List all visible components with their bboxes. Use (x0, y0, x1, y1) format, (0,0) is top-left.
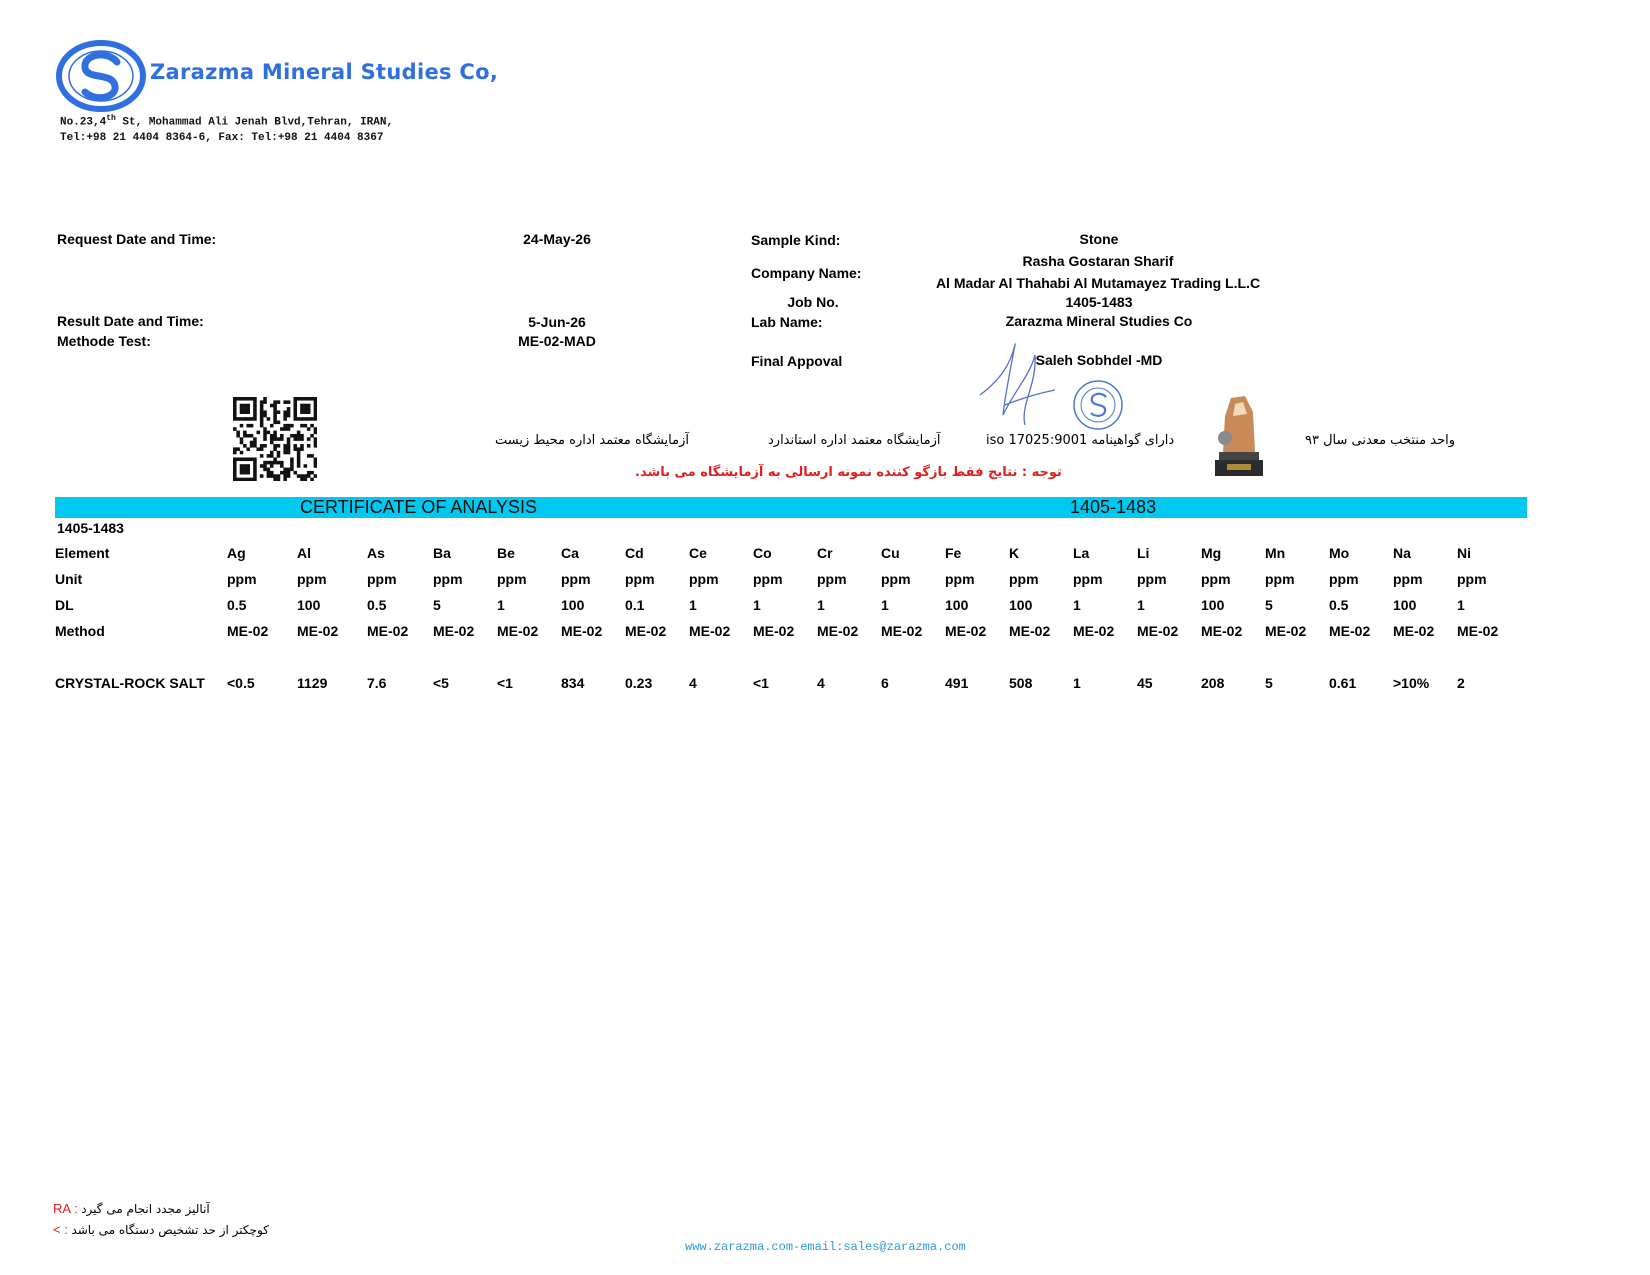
dl-row-cell: 5 (433, 597, 441, 613)
unit-row-cell: ppm (1137, 571, 1167, 587)
method-row-cell: ME-02 (1393, 623, 1435, 639)
sample-value-cell: 508 (1009, 675, 1033, 691)
element-row-cell: K (1009, 545, 1020, 561)
method-row-cell: ME-02 (497, 623, 539, 639)
element-row-cell: As (367, 545, 385, 561)
certificate-banner (55, 497, 1527, 518)
method-row-cell: ME-02 (1457, 623, 1499, 639)
sample-value-cell: 1 (1073, 675, 1081, 691)
dl-row-cell: 1 (1073, 597, 1081, 613)
sample-value-cell: 2 (1457, 675, 1465, 691)
sample-value-cell: 7.6 (367, 675, 387, 691)
address-line-2: Tel:+98 21 4404 8364-6, Fax: Tel:+98 21 4404 8367 (60, 132, 384, 144)
unit-row-cell: ppm (1009, 571, 1039, 587)
method-row-cell: ME-02 (1329, 623, 1371, 639)
results-job-ref: 1405-1483 (57, 520, 124, 536)
unit-row-cell: ppm (881, 571, 911, 587)
dl-row-cell: 0.5 (367, 597, 387, 613)
method-row-cell: ME-02 (433, 623, 475, 639)
dl-row-cell: 100 (561, 597, 585, 613)
job-no-value: 1405-1483 (1065, 294, 1133, 310)
request-date-label: Request Date and Time: (57, 231, 217, 247)
legend-less-than (53, 1222, 269, 1237)
standard-accreditation-text: آزمایشگاه معتمد اداره استاندارد (768, 433, 941, 448)
element-row-cell: Na (1393, 545, 1411, 561)
method-row-cell: ME-02 (689, 623, 731, 639)
company-name-value-2: Al Madar Al Thahabi Al Mutamayez Trading L.L.C (935, 275, 1261, 291)
sample-value-cell: >10% (1393, 675, 1430, 691)
unit-row-cell: ppm (1393, 571, 1423, 587)
dl-row-cell: 100 (945, 597, 969, 613)
sample-value-cell: <1 (753, 675, 769, 691)
dl-row-cell: 5 (1265, 597, 1273, 613)
sample-kind-value: Stone (1079, 231, 1119, 247)
method-row-cell: ME-02 (881, 623, 923, 639)
sample-value-cell: 208 (1201, 675, 1225, 691)
element-row-label: Element (55, 545, 110, 561)
sample-value-cell: 45 (1137, 675, 1153, 691)
dl-row (55, 592, 1517, 618)
method-row-cell: ME-02 (817, 623, 859, 639)
element-row-cell: Cu (881, 545, 900, 561)
company-name: Zarazma Mineral Studies Co, (150, 60, 499, 84)
dl-row-cell: 0.5 (227, 597, 247, 613)
element-row-cell: Ni (1457, 545, 1471, 561)
unit-row-label: Unit (55, 571, 83, 587)
dl-row-cell: 1 (689, 597, 697, 613)
sample-value-cell: 5 (1265, 675, 1273, 691)
method-row (55, 618, 1517, 644)
company-logo (55, 40, 147, 112)
dl-row-cell: 1 (1457, 597, 1465, 613)
dl-row-cell: 1 (817, 597, 825, 613)
sample-value-cell: <1 (497, 675, 513, 691)
result-date-value: 5-Jun-26 (528, 314, 586, 330)
element-row-cell: Be (497, 545, 515, 561)
table-spacer (55, 644, 1517, 670)
env-accreditation-text: آزمایشگاه معتمد اداره محیط زیست (495, 433, 689, 448)
sample-value-cell: 0.61 (1329, 675, 1357, 691)
lab-name-label: Lab Name: (751, 314, 823, 330)
legend-ra (53, 1201, 210, 1216)
dl-row-cell: 1 (1137, 597, 1145, 613)
legend-lt-code: < : (53, 1222, 68, 1237)
legend-ra-text: آنالیز مجدد انجام می گیرد (81, 1202, 210, 1216)
legend-ra-code: RA : (53, 1201, 78, 1216)
method-test-value: ME-02-MAD (518, 333, 596, 349)
unit-row-cell: ppm (497, 571, 527, 587)
trophy-icon (1213, 394, 1265, 480)
job-no-label: Job No. (787, 294, 839, 310)
certificate-job-number: 1405-1483 (1070, 497, 1157, 517)
dl-row-cell: 1 (497, 597, 505, 613)
iso-certification-text: دارای گواهینامه iso 17025:9001 (986, 433, 1175, 448)
element-row-cell: Fe (945, 545, 962, 561)
element-row-cell: Ce (689, 545, 707, 561)
sample-name: CRYSTAL-ROCK SALT (55, 675, 205, 691)
method-row-cell: ME-02 (297, 623, 339, 639)
element-row-cell: La (1073, 545, 1090, 561)
qr-code (233, 397, 317, 481)
unit-row-cell: ppm (1201, 571, 1231, 587)
unit-row-cell: ppm (227, 571, 257, 587)
element-row-cell: Ag (227, 545, 246, 561)
dl-row-cell: 100 (1201, 597, 1225, 613)
request-date-value: 24-May-26 (523, 231, 591, 247)
award-text: واحد منتخب معدنی سال ۹۳ (1305, 433, 1456, 448)
method-row-cell: ME-02 (1137, 623, 1179, 639)
unit-row-cell: ppm (1073, 571, 1103, 587)
sample-value-cell: 6 (881, 675, 889, 691)
dl-row-cell: 0.5 (1329, 597, 1349, 613)
sample-value-cell: 0.23 (625, 675, 653, 691)
method-row-cell: ME-02 (625, 623, 667, 639)
company-name-label: Company Name: (751, 265, 862, 281)
legend-lt-text: کوچکتر از حد تشخیص دستگاه می باشد (71, 1223, 269, 1237)
sample-value-cell: 4 (689, 675, 697, 691)
unit-row-cell: ppm (689, 571, 719, 587)
element-row-cell: Mo (1329, 545, 1350, 561)
element-row-cell: Ca (561, 545, 579, 561)
certificate-title: CERTIFICATE OF ANALYSIS (300, 497, 538, 517)
unit-row-cell: ppm (1457, 571, 1487, 587)
element-row-cell: Ba (433, 545, 451, 561)
method-row-cell: ME-02 (1201, 623, 1243, 639)
unit-row-cell: ppm (561, 571, 591, 587)
unit-row-cell: ppm (817, 571, 847, 587)
dl-row-cell: 100 (1009, 597, 1033, 613)
method-row-cell: ME-02 (1073, 623, 1115, 639)
final-approval-value: Saleh Sobhdel -MD (1035, 352, 1163, 368)
element-row-cell: Mg (1201, 545, 1222, 561)
sample-value-cell: 1129 (297, 675, 328, 691)
sample-value-cell: <0.5 (227, 675, 255, 691)
method-row-cell: ME-02 (945, 623, 987, 639)
method-row-cell: ME-02 (561, 623, 603, 639)
results-disclaimer-note: توجه : نتایج فقط بازگو کننده نمونه ارسالی به آزمایشگاه می باشد. (635, 465, 1062, 480)
dl-row-cell: 100 (297, 597, 321, 613)
footer-contact-link[interactable]: www.zarazma.com-email:sales@zarazma.com (685, 1240, 966, 1254)
sample-value-cell: 834 (561, 675, 585, 691)
results-table (55, 540, 1517, 696)
unit-row-cell: ppm (1265, 571, 1295, 587)
dl-row-cell: 100 (1393, 597, 1417, 613)
element-row (55, 540, 1517, 566)
unit-row-cell: ppm (297, 571, 327, 587)
method-row-cell: ME-02 (227, 623, 269, 639)
unit-row-cell: ppm (753, 571, 783, 587)
method-row-cell: ME-02 (367, 623, 409, 639)
method-row-label: Method (55, 623, 105, 639)
method-row-cell: ME-02 (1009, 623, 1051, 639)
element-row-cell: Al (297, 545, 311, 561)
unit-row-cell: ppm (1329, 571, 1359, 587)
sample-value-cell: 491 (945, 675, 969, 691)
element-row-cell: Cr (817, 545, 833, 561)
method-row-cell: ME-02 (1265, 623, 1307, 639)
method-test-label: Methode Test: (57, 333, 151, 349)
element-row-cell: Mn (1265, 545, 1286, 561)
sample-value-cell: <5 (433, 675, 449, 691)
dl-row-cell: 1 (753, 597, 761, 613)
element-row-cell: Li (1137, 545, 1150, 561)
address-part-2: St, Mohammad Ali Jenah Blvd,Tehran, IRAN, (115, 116, 394, 129)
result-date-label: Result Date and Time: (57, 313, 204, 329)
dl-row-label: DL (55, 597, 74, 613)
sample-value-cell: 4 (817, 675, 825, 691)
dl-row-cell: 0.1 (625, 597, 645, 613)
sample-kind-label: Sample Kind: (751, 232, 841, 248)
unit-row (55, 566, 1517, 592)
lab-name-value: Zarazma Mineral Studies Co (1005, 313, 1193, 329)
address-line-1 (60, 114, 393, 129)
method-row-cell: ME-02 (753, 623, 795, 639)
unit-row-cell: ppm (367, 571, 397, 587)
sample-row (55, 670, 1517, 696)
address-part: No.23,4 (60, 116, 107, 129)
dl-row-cell: 1 (881, 597, 889, 613)
unit-row-cell: ppm (945, 571, 975, 587)
address-sup: th (106, 114, 116, 123)
company-name-value-1: Rasha Gostaran Sharif (1022, 253, 1174, 269)
element-row-cell: Cd (625, 545, 644, 561)
unit-row-cell: ppm (433, 571, 463, 587)
unit-row-cell: ppm (625, 571, 655, 587)
element-row-cell: Co (753, 545, 772, 561)
final-approval-label: Final Appoval (751, 353, 843, 369)
signature-and-stamp (975, 335, 1135, 430)
